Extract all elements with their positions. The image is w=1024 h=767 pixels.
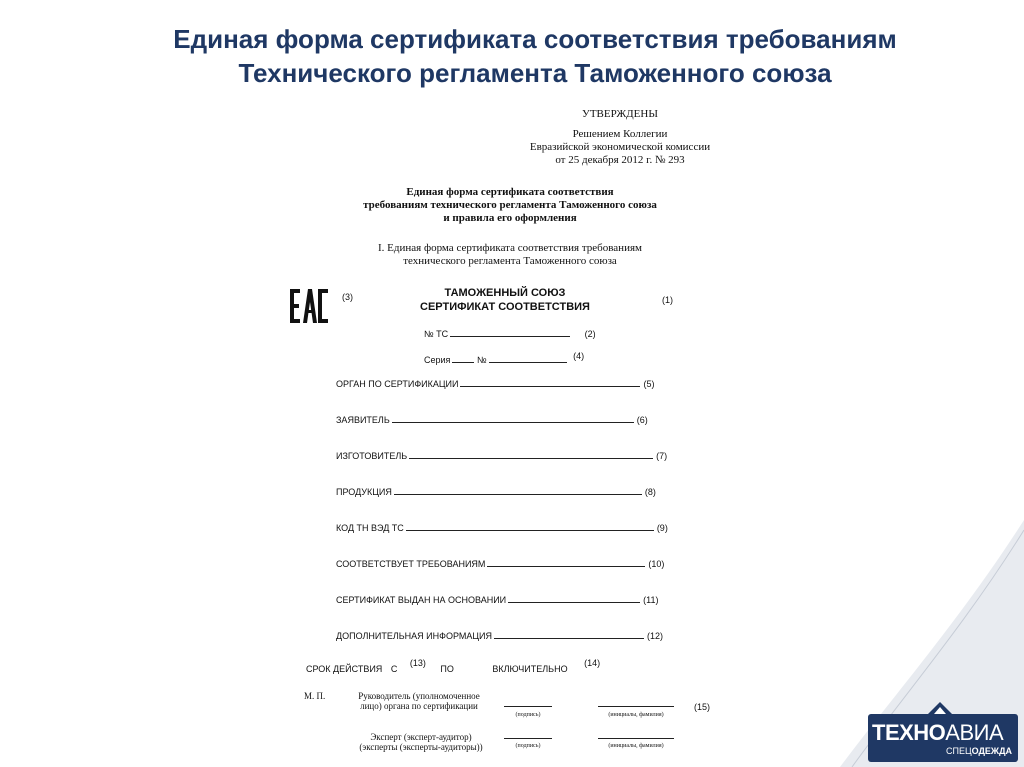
slide-title-line2: Технического регламента Таможенного союза	[238, 58, 832, 88]
form-field-mark: (11)	[643, 595, 659, 605]
approved-label: УТВЕРЖДЕНЫ	[582, 108, 658, 120]
form-field-row	[336, 414, 648, 425]
logo-brand-bold: ТЕХНО	[872, 720, 946, 745]
validity-from: С	[390, 664, 398, 674]
form-field-mark: (8)	[644, 487, 656, 497]
logo-sub-bold: ОДЕЖДА	[971, 746, 1012, 756]
form-field-line	[409, 450, 653, 459]
form-field-row	[336, 558, 664, 569]
certificate-heading	[370, 286, 640, 314]
expert-line2: (эксперты (эксперты-аудиторы))	[359, 742, 483, 752]
head-sign-caption: (подпись)	[515, 712, 541, 718]
head-signatory	[346, 691, 492, 711]
validity-label: СРОК ДЕЙСТВИЯ	[306, 664, 383, 674]
number-line	[450, 328, 570, 337]
logo-brand-light: АВИА	[945, 720, 1004, 745]
form-field-row	[336, 486, 656, 497]
form-field-row	[336, 594, 658, 605]
form-field-mark: (5)	[643, 379, 655, 389]
validity-inclusive: ВКЛЮЧИТЕЛЬНО	[492, 664, 568, 674]
form-field-label: СЕРТИФИКАТ ВЫДАН НА ОСНОВАНИИ	[336, 595, 507, 605]
section-title	[330, 242, 690, 268]
number-mark: (2)	[584, 329, 596, 339]
head-name-line	[598, 706, 674, 707]
union-label: ТАМОЖЕННЫЙ СОЮЗ	[444, 287, 566, 299]
number-label: № ТС	[424, 329, 449, 339]
head-line2: лицо) органа по сертификации	[360, 701, 478, 711]
logo-subtitle	[946, 746, 1012, 756]
form-field-line	[392, 414, 634, 423]
form-field-line	[460, 378, 640, 387]
section-title-line1: I. Единая форма сертификата соответствия требованиям	[378, 242, 642, 254]
form-field-row	[336, 378, 654, 389]
form-field-line	[394, 486, 642, 495]
form-field-mark: (6)	[636, 415, 648, 425]
technoavia-logo	[868, 700, 1018, 762]
validity-mark-to: (14)	[584, 658, 601, 668]
approval-line1: Решением Коллегии	[572, 128, 668, 140]
validity-row	[306, 658, 601, 674]
series-label: Серия	[424, 355, 451, 365]
form-field-line	[508, 594, 640, 603]
stamp-label: М. П.	[304, 691, 326, 701]
form-field-mark: (12)	[647, 631, 664, 641]
expert-name-line	[598, 738, 674, 739]
form-field-label: СООТВЕТСТВУЕТ ТРЕБОВАНИЯМ	[336, 559, 486, 569]
form-field-label: ПРОДУКЦИЯ	[336, 487, 392, 497]
form-field-label: ИЗГОТОВИТЕЛЬ	[336, 451, 408, 461]
logo-brand	[872, 720, 1003, 746]
section-title-line2: технического регламента Таможенного союза	[403, 255, 617, 267]
form-field-mark: (9)	[656, 523, 668, 533]
form-title-line3: и правила его оформления	[443, 212, 577, 224]
approval-line3: от 25 декабря 2012 г. № 293	[555, 154, 685, 166]
form-field-row	[336, 522, 668, 533]
form-field-row	[336, 450, 667, 461]
slide-title-line1: Единая форма сертификата соответствия требованиям	[173, 24, 897, 54]
eac-mark-icon	[290, 288, 328, 324]
form-field-mark: (10)	[648, 559, 665, 569]
expert-line1: Эксперт (эксперт-аудитор)	[370, 732, 472, 742]
head-name-caption: (инициалы, фамилия)	[608, 712, 664, 718]
form-field-label: КОД ТН ВЭД ТС	[336, 523, 404, 533]
certificate-name: СЕРТИФИКАТ СООТВЕТСТВИЯ	[420, 301, 590, 313]
series-line	[452, 354, 474, 363]
mark-title: (1)	[662, 295, 673, 305]
expert-sign-line	[504, 738, 552, 739]
series-field	[424, 351, 585, 365]
form-title-line2: требованиям технического регламента Таможенного союза	[363, 199, 657, 211]
head-line1: Руководитель (уполномоченное	[358, 691, 480, 701]
approval-line2: Евразийской экономической комиссии	[529, 141, 711, 153]
form-field-line	[406, 522, 654, 531]
series-no: №	[476, 355, 487, 365]
validity-to: ПО	[440, 664, 454, 674]
form-field-label: ДОПОЛНИТЕЛЬНАЯ ИНФОРМАЦИЯ	[336, 631, 492, 641]
form-field-mark: (7)	[656, 451, 668, 461]
expert-name-caption: (инициалы, фамилия)	[608, 743, 664, 749]
certificate-document	[290, 108, 730, 767]
slide-title	[0, 22, 1024, 90]
series-no-line	[489, 354, 567, 363]
series-mark: (4)	[573, 351, 585, 361]
form-title-line1: Единая форма сертификата соответствия	[406, 186, 614, 198]
form-field-line	[494, 630, 644, 639]
mark-logo: (3)	[342, 292, 353, 302]
expert-signatory	[348, 732, 494, 752]
form-field-label: ОРГАН ПО СЕРТИФИКАЦИИ	[336, 379, 459, 389]
form-field-label: ЗАЯВИТЕЛЬ	[336, 415, 390, 425]
number-field	[424, 328, 596, 339]
head-sign-line	[504, 706, 552, 707]
expert-sign-caption: (подпись)	[515, 743, 541, 749]
form-title	[330, 186, 690, 225]
logo-sub-light: СПЕЦ	[946, 746, 972, 756]
form-field-row	[336, 630, 663, 641]
signature-mark: (15)	[694, 702, 711, 712]
form-field-line	[487, 558, 645, 567]
validity-mark-from: (13)	[409, 658, 426, 668]
approval-block	[520, 108, 720, 167]
